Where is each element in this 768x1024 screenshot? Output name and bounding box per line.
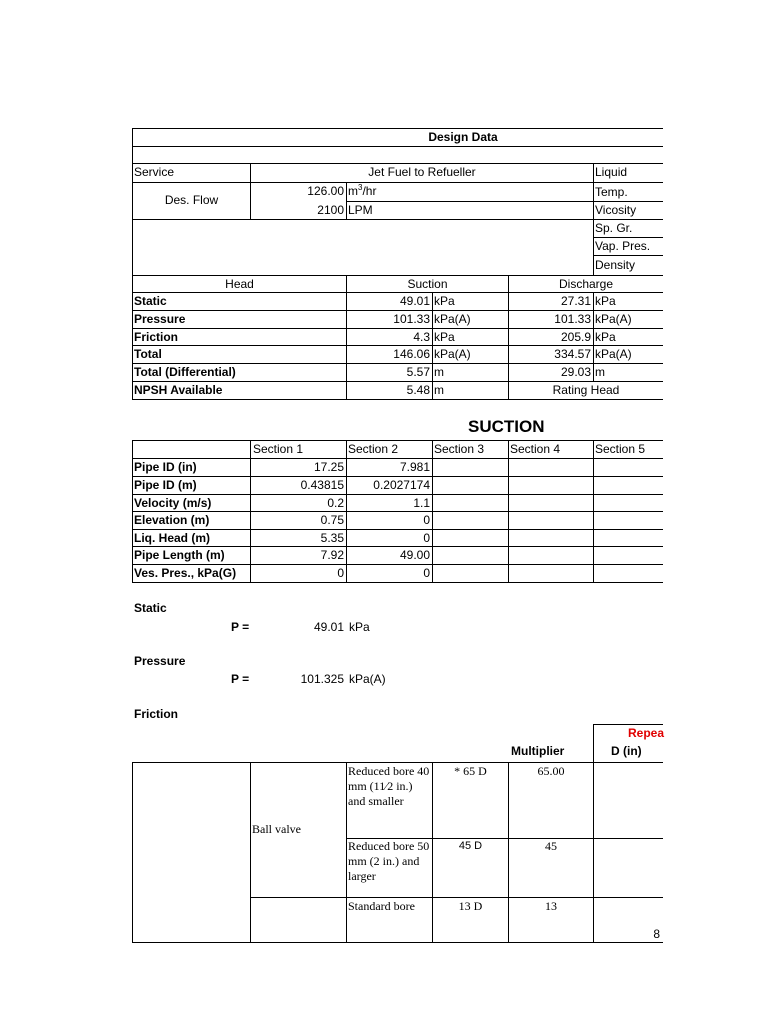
head-row-suction: 5.57 xyxy=(406,365,430,379)
head-row-suction: 5.48 xyxy=(406,383,430,397)
suction-row-s2: 1.1 xyxy=(413,496,430,510)
pressure-value: 101.325 xyxy=(300,672,344,686)
section-header: Section 5 xyxy=(595,442,646,456)
head-row-label: NPSH Available xyxy=(134,383,223,397)
head-row-suction-unit: m xyxy=(434,383,444,397)
static-equation: P = xyxy=(231,620,250,634)
fitting-formula: 45 D xyxy=(458,840,483,852)
head-row-label: Friction xyxy=(134,330,178,344)
head-row-discharge-unit: kPa(A) xyxy=(595,347,632,361)
head-row-suction-unit: kPa xyxy=(434,294,455,308)
service-label: Service xyxy=(134,165,175,179)
fitting-multiplier: 13 xyxy=(545,899,557,913)
head-row-discharge-unit: m xyxy=(595,365,605,379)
head-row-label: Static xyxy=(134,294,167,308)
flow-lpm-unit: LPM xyxy=(348,203,373,217)
flow-m3-value: 126.00 xyxy=(307,184,344,198)
discharge-header: Discharge xyxy=(558,277,614,291)
pressure-label: Pressure xyxy=(134,654,186,668)
des-flow-label: Des. Flow xyxy=(164,193,219,207)
head-row-discharge: 27.31 xyxy=(560,294,591,308)
repeat-label: Repea xyxy=(628,726,665,740)
section-header: Section 1 xyxy=(253,442,304,456)
fitting-multiplier: 65.00 xyxy=(537,764,565,778)
head-row-suction-unit: kPa(A) xyxy=(434,347,471,361)
prop-sp-gr: Sp. Gr. xyxy=(595,221,633,235)
design-data-title: Design Data xyxy=(428,130,498,144)
d-in-label: D (in) xyxy=(611,744,642,758)
head-row-discharge: 29.03 xyxy=(560,365,591,379)
head-row-suction-unit: kPa xyxy=(434,330,455,344)
fitting-formula: 13 D xyxy=(458,899,483,913)
head-row-discharge: 334.57 xyxy=(554,347,591,361)
suction-row-s1: 0.75 xyxy=(320,513,344,527)
prop-density: Density xyxy=(595,258,636,272)
head-row-discharge-unit: kPa(A) xyxy=(595,312,632,326)
section-header: Section 4 xyxy=(510,442,561,456)
friction-label: Friction xyxy=(134,707,178,721)
suction-row-s2: 7.981 xyxy=(399,460,430,474)
suction-row-s1: 17.25 xyxy=(313,460,344,474)
head-header: Head xyxy=(225,277,254,291)
static-unit: kPa xyxy=(349,620,370,634)
prop-temp: Temp. xyxy=(595,185,628,199)
head-row-suction: 49.01 xyxy=(399,294,430,308)
head-row-suction-unit: m xyxy=(434,365,444,379)
pressure-unit: kPa(A) xyxy=(349,672,386,686)
suction-row-s1: 0.2 xyxy=(327,496,344,510)
flow-lpm-value: 2100 xyxy=(317,203,344,217)
head-row-discharge: 205.9 xyxy=(560,330,591,344)
suction-row-s1: 5.35 xyxy=(320,531,344,545)
prop-vap-pres: Vap. Pres. xyxy=(595,239,651,253)
section-header: Section 2 xyxy=(348,442,399,456)
suction-row-label: Velocity (m/s) xyxy=(134,496,212,510)
suction-title: SUCTION xyxy=(468,417,545,436)
head-row-discharge-unit: kPa xyxy=(595,330,616,344)
rating-head-label: Rating Head xyxy=(552,383,620,397)
suction-row-s1: 0 xyxy=(337,566,344,580)
head-row-label: Pressure xyxy=(134,312,186,326)
suction-row-label: Pipe ID (in) xyxy=(134,460,197,474)
prop-viscosity: Vicosity xyxy=(595,203,637,217)
liquid-label: Liquid xyxy=(595,165,628,179)
fitting-multiplier: 45 xyxy=(545,839,557,853)
fitting-desc: Standard bore xyxy=(348,899,415,913)
d-in-partial-value: 8 xyxy=(653,927,660,941)
service-value: Jet Fuel to Refueller xyxy=(368,165,476,179)
head-row-suction-unit: kPa(A) xyxy=(434,312,471,326)
multiplier-label: Multiplier xyxy=(511,744,565,758)
suction-row-s2: 0 xyxy=(423,531,430,545)
suction-row-label: Liq. Head (m) xyxy=(134,531,211,545)
suction-row-label: Elevation (m) xyxy=(134,513,210,527)
suction-row-s2: 0.2027174 xyxy=(373,478,430,492)
suction-row-s2: 49.00 xyxy=(399,548,430,562)
head-row-suction: 146.06 xyxy=(393,347,430,361)
suction-row-label: Pipe ID (m) xyxy=(134,478,197,492)
fitting-desc: Reduced bore 40 mm (11⁄2 in.) and smaller xyxy=(348,764,430,808)
suction-row-s2: 0 xyxy=(423,513,430,527)
section-header: Section 3 xyxy=(434,442,485,456)
fitting-desc: Reduced bore 50 mm (2 in.) and larger xyxy=(348,839,430,883)
head-row-discharge: 101.33 xyxy=(554,312,591,326)
valve-type: Ball valve xyxy=(252,822,301,836)
head-row-label: Total (Differential) xyxy=(134,365,236,379)
suction-row-s1: 7.92 xyxy=(320,548,344,562)
suction-row-s1: 0.43815 xyxy=(300,478,344,492)
static-label: Static xyxy=(134,601,167,615)
suction-row-label: Ves. Pres., kPa(G) xyxy=(134,566,237,580)
suction-row-s2: 0 xyxy=(423,566,430,580)
head-row-suction: 101.33 xyxy=(393,312,430,326)
pressure-equation: P = xyxy=(231,672,250,686)
suction-row-label: Pipe Length (m) xyxy=(134,548,225,562)
suction-header: Suction xyxy=(407,277,448,291)
head-row-suction: 4.3 xyxy=(413,330,430,344)
flow-m3-unit: $m^3/hr$ xyxy=(348,183,377,198)
static-value: 49.01 xyxy=(313,620,344,634)
head-row-discharge-unit: kPa xyxy=(595,294,616,308)
fitting-formula: * 65 D xyxy=(454,764,487,778)
head-row-label: Total xyxy=(134,347,162,361)
